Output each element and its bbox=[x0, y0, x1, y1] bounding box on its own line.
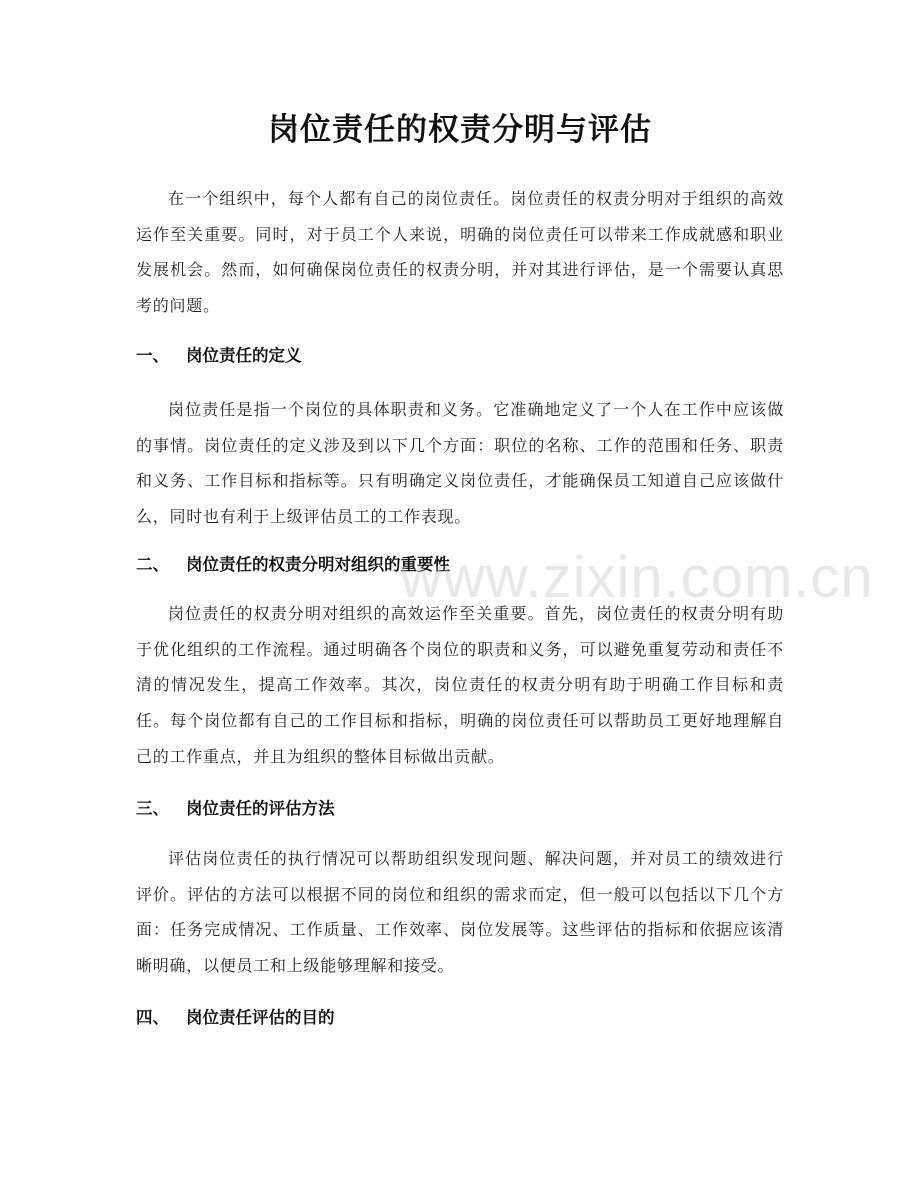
section-number: 四、 bbox=[136, 1008, 169, 1027]
section-number: 二、 bbox=[136, 555, 169, 574]
section-heading-1 bbox=[136, 341, 784, 371]
watermark: www.zixin.com.cn bbox=[400, 545, 874, 610]
section-heading-text: 岗位责任的定义 bbox=[186, 346, 302, 365]
section-heading-text: 岗位责任的权责分明对组织的重要性 bbox=[186, 555, 450, 574]
section-paragraph-1: 岗位责任是指一个岗位的具体职责和义务。它准确地定义了一个人在工作中应该做的事情。岗位责任的定义涉及到以下几个方面：职位的名称、工作的范围和任务、职责和义务、工作目标和指标等。只有明确定义岗位责任，才能确保员工知道自己应该做什么，同时也有利于上级评估员工的工作表现。 bbox=[136, 400, 784, 527]
section-heading-4 bbox=[136, 1003, 784, 1033]
intro-paragraph: 在一个组织中，每个人都有自己的岗位责任。岗位责任的权责分明对于组织的高效运作至关重要。同时，对于员工个人来说，明确的岗位责任可以带来工作成就感和职业发展机会。然而，如何确保岗位责任的权责分明，并对其进行评估，是一个需要认真思考的问题。 bbox=[136, 189, 784, 316]
section-heading-text: 岗位责任评估的目的 bbox=[186, 1008, 335, 1027]
document-title: 岗位责任的权责分明与评估 bbox=[268, 112, 652, 148]
section-number: 三、 bbox=[136, 799, 169, 818]
section-heading-text: 岗位责任的评估方法 bbox=[186, 799, 335, 818]
section-number: 一、 bbox=[136, 346, 169, 365]
section-paragraph-3: 评估岗位责任的执行情况可以帮助组织发现问题、解决问题，并对员工的绩效进行评价。评估的方法可以根据不同的岗位和组织的需求而定，但一般可以包括以下几个方面：任务完成情况、工作质量、工作效率、岗位发展等。这些评估的指标和依据应该清晰明确，以便员工和上级能够理解和接受。 bbox=[136, 849, 784, 976]
section-heading-3 bbox=[136, 794, 784, 824]
section-paragraph-2: 岗位责任的权责分明对组织的高效运作至关重要。首先，岗位责任的权责分明有助于优化组织的工作流程。通过明确各个岗位的职责和义务，可以避免重复劳动和责任不清的情况发生，提高工作效率。其次，岗位责任的权责分明有助于明确工作目标和责任。每个岗位都有自己的工作目标和指标，明确的岗位责任可以帮助员工更好地理解自己的工作重点，并且为组织的整体目标做出贡献。 bbox=[136, 604, 784, 766]
